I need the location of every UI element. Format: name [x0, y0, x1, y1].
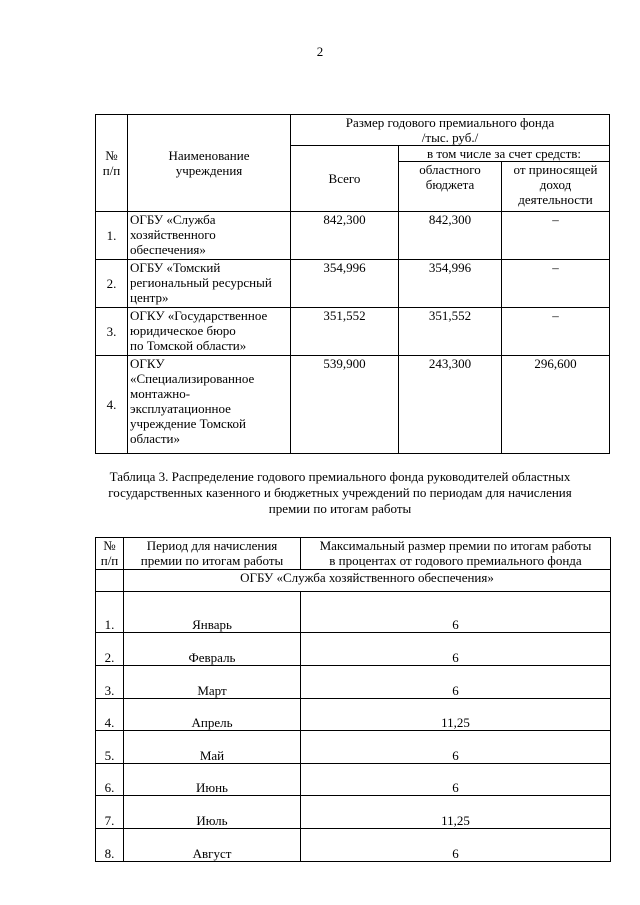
- income-value: 296,600: [502, 356, 610, 454]
- total-value: 842,300: [291, 212, 399, 260]
- period-name: Июль: [124, 796, 301, 829]
- institution-name: ОГКУ «Специализированное монтажно- эксплуатационное учреждение Томской области»: [128, 356, 291, 454]
- premium-percent: 6: [301, 829, 611, 862]
- premium-percent: 6: [301, 731, 611, 764]
- header-institution-name: Наименование учреждения: [128, 115, 291, 212]
- premium-percent: 6: [301, 592, 611, 633]
- premium-distribution-table: [95, 537, 611, 862]
- total-value: 351,552: [291, 308, 399, 356]
- table-row: [96, 212, 610, 260]
- premium-percent: 11,25: [301, 796, 611, 829]
- institution-name: ОГБУ «Томский региональный ресурсный центр»: [128, 260, 291, 308]
- row-num: 3.: [96, 666, 124, 699]
- header-fund-size: Размер годового премиального фонда /тыс. руб./: [291, 115, 610, 146]
- premium-percent: 6: [301, 666, 611, 699]
- income-value: –: [502, 212, 610, 260]
- budget-value: 243,300: [399, 356, 502, 454]
- header-period: Период для начисления премии по итогам работы: [124, 538, 301, 570]
- row-num: 4.: [96, 699, 124, 731]
- table-row: [96, 796, 611, 829]
- section-blank: [96, 570, 124, 592]
- period-name: Апрель: [124, 699, 301, 731]
- budget-value: 354,996: [399, 260, 502, 308]
- row-num: 3.: [96, 308, 128, 356]
- institution-name: ОГКУ «Государственное юридическое бюро по Томской области»: [128, 308, 291, 356]
- premium-fund-table: [95, 114, 610, 454]
- income-value: –: [502, 308, 610, 356]
- row-num: 1.: [96, 592, 124, 633]
- total-value: 539,900: [291, 356, 399, 454]
- period-name: Май: [124, 731, 301, 764]
- premium-percent: 6: [301, 633, 611, 666]
- total-value: 354,996: [291, 260, 399, 308]
- header-regional-budget: областного бюджета: [399, 162, 502, 212]
- period-name: Август: [124, 829, 301, 862]
- row-num: 1.: [96, 212, 128, 260]
- premium-percent: 11,25: [301, 699, 611, 731]
- budget-value: 842,300: [399, 212, 502, 260]
- table-row: [96, 592, 611, 633]
- table-row: [96, 356, 610, 454]
- row-num: 4.: [96, 356, 128, 454]
- table-row: [96, 731, 611, 764]
- row-num: 7.: [96, 796, 124, 829]
- section-title: ОГБУ «Служба хозяйственного обеспечения»: [124, 570, 611, 592]
- table-row: [96, 829, 611, 862]
- row-num: 2.: [96, 260, 128, 308]
- header-max-premium: Максимальный размер премии по итогам работы в процентах от годового премиального фонда: [301, 538, 611, 570]
- period-name: Январь: [124, 592, 301, 633]
- header-total: Всего: [291, 146, 399, 212]
- table-row: [96, 633, 611, 666]
- table3-caption: Таблица 3. Распределение годового премиального фонда руководителей областных государственных казенного и бюджетных учреждений по периодам для начисления премии по итогам работы: [108, 469, 572, 516]
- page-number: 2: [316, 44, 324, 59]
- header-num: № п/п: [96, 115, 128, 212]
- header-including: в том числе за счет средств:: [399, 146, 610, 162]
- table-row: [96, 260, 610, 308]
- row-num: 6.: [96, 764, 124, 796]
- period-name: Июнь: [124, 764, 301, 796]
- table-row: [96, 308, 610, 356]
- header-income-activity: от приносящей доход деятельности: [502, 162, 610, 212]
- table-row: [96, 666, 611, 699]
- row-num: 8.: [96, 829, 124, 862]
- table-row: [96, 699, 611, 731]
- premium-percent: 6: [301, 764, 611, 796]
- period-name: Февраль: [124, 633, 301, 666]
- row-num: 2.: [96, 633, 124, 666]
- institution-name: ОГБУ «Служба хозяйственного обеспечения»: [128, 212, 291, 260]
- row-num: 5.: [96, 731, 124, 764]
- header-num: № п/п: [96, 538, 124, 570]
- budget-value: 351,552: [399, 308, 502, 356]
- table-row: [96, 764, 611, 796]
- income-value: –: [502, 260, 610, 308]
- period-name: Март: [124, 666, 301, 699]
